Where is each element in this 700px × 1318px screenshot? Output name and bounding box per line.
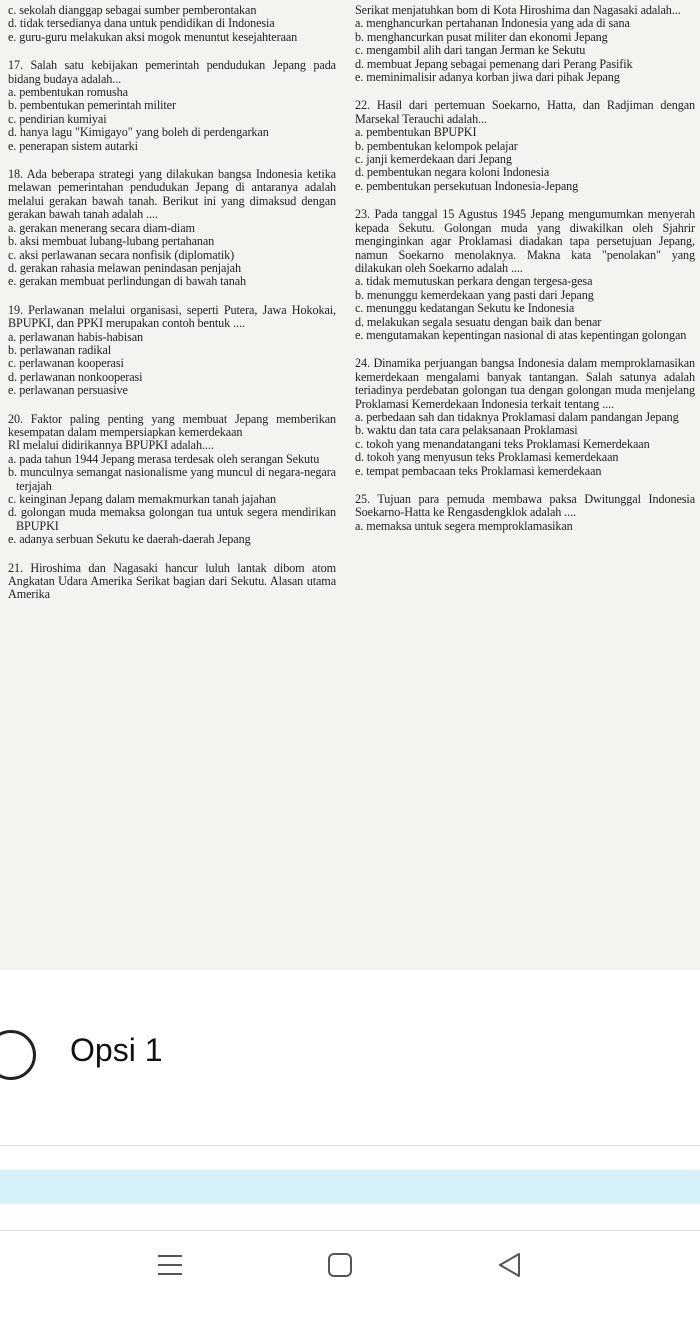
answer-choice-text: b. aksi membuat lubang-lubang pertahanan: [8, 234, 215, 249]
answer-option-label: Opsi 1: [70, 1032, 163, 1068]
answer-choice-text: b. pembentukan kelompok pelajar: [355, 138, 518, 153]
answer-choice-text: a. memaksa untuk segera memproklamasikan: [355, 518, 573, 533]
answer-choice-text: d. tokoh yang menyusun teks Proklamasi kemerdekaan: [355, 450, 619, 465]
answer-choice-text: c. menunggu kedatangan Sekutu ke Indonesia: [355, 301, 575, 316]
answer-choice-text: e. gerakan membuat perlindungan di bawah tanah: [8, 274, 247, 289]
question-text: 24. Dinamika perjuangan bangsa Indonesia dalam memproklamasikan kemerdekaan mengalami banyak tantangan. Salah satunya adalah teriadinya perdebatan golongan tua dengan golongan muda menjelang Proklamasi Kemerdekaan Indonesia terkait tentang ....: [355, 356, 695, 411]
question-block: [355, 493, 695, 533]
answer-choice-text: b. menunggu kemerdekaan yang pasti dari Jepang: [355, 287, 594, 302]
answer-choice-text: a. pembentukan romusha: [8, 85, 128, 100]
answer-choice-text: e. adanya serbuan Sekutu ke daerah-daerah Jepang: [8, 532, 251, 547]
answer-choice-text: b. pembentukan pemerintah militer: [8, 98, 176, 113]
question-block: [8, 4, 336, 44]
answer-choice-text: a. menghancurkan pertahanan Indonesia yang ada di sana: [355, 16, 630, 31]
answer-choice-text: a. perbedaan sah dan tidaknya Proklamasi dalam pandangan Jepang: [355, 409, 679, 424]
answer-choice-text: b. perlawanan radikal: [8, 342, 112, 357]
answer-choice-text: d. hanya lagu "Kimigayo" yang boleh di perdengarkan: [8, 125, 269, 140]
answer-choice-text: e. meminimalisir adanya korban jiwa dari pihak Jepang: [355, 70, 620, 85]
question-block: [8, 168, 336, 289]
answer-choice-text: e. tempat pembacaan teks Proklamasi kemerdekaan: [355, 463, 602, 478]
answer-choice-text: a. pada tahun 1944 Jepang merasa terdesak oleh serangan Sekutu: [8, 451, 320, 466]
answer-choice-text: c. aksi perlawanan secara nonfisik (diplomatik): [8, 247, 235, 262]
answer-choice-text: c. tokoh yang menandatangani teks Proklamasi Kemerdekaan: [355, 436, 650, 451]
question-text: 18. Ada beberapa strategi yang dilakukan bangsa Indonesia ketika melawan pemerintahan pendudukan Jepang di antaranya adalah melalui gerakan bawah tanah. Berikut ini yang dimaksud dengan gerakan bawah tanah adalah ....: [8, 167, 336, 222]
answer-choice-text: d. melakukan segala sesuatu dengan baik dan benar: [355, 314, 602, 329]
question-text: Serikat menjatuhkan bom di Kota Hiroshima dan Nagasaki adalah...: [355, 3, 681, 17]
question-text: 22. Hasil dari pertemuan Soekarno, Hatta, dan Radjiman dengan Marsekal Terauchi adalah...: [355, 98, 695, 126]
answer-choice-text: d. golongan muda memaksa golongan tua untuk segera mendirikan BPUPKI: [8, 505, 336, 533]
radio-button[interactable]: [0, 1030, 36, 1080]
answer-choice-text: a. perlawanan habis-habisan: [8, 329, 144, 344]
answer-choice-text: b. munculnya semangat nasionalisme yang muncul di negara-negara terjajah: [8, 465, 336, 493]
answer-choice-text: d. pembentukan negara koloni Indonesia: [355, 165, 550, 180]
worksheet-left-column: [8, 4, 336, 602]
recent-apps-button[interactable]: [142, 1250, 198, 1300]
home-square-icon: [325, 1250, 355, 1280]
question-block: [355, 99, 695, 193]
answer-choice-text: e. perlawanan persuasive: [8, 383, 128, 398]
system-navigation-bar: [0, 1232, 700, 1318]
question-text: 17. Salah satu kebijakan pemerintah pendudukan Jepang pada bidang budaya adalah...: [8, 58, 336, 86]
answer-choice-text: b. waktu dan tata cara pelaksanaan Proklamasi: [355, 423, 578, 438]
answer-choice-text: d. gerakan rahasia melawan penindasan penjajah: [8, 260, 241, 275]
question-block: [355, 208, 695, 342]
question-block: [8, 59, 336, 153]
answer-choice-text: d. tidak tersedianya dana untuk pendidikan di Indonesia: [8, 16, 275, 31]
question-block: [8, 304, 336, 398]
question-block: [8, 413, 336, 547]
answer-choice-text: c. pendirian kumiyai: [8, 111, 107, 126]
answer-choice-text: d. membuat Jepang sebagai pemenang dari Perang Pasifik: [355, 56, 633, 71]
question-text: 25. Tujuan para pemuda membawa paksa Dwitunggal Indonesia Soekarno-Hatta ke Rengasdengklok adalah ....: [355, 492, 695, 520]
answer-choice-text: c. keinginan Jepang dalam memakmurkan tanah jajahan: [8, 492, 277, 506]
home-button[interactable]: [312, 1250, 368, 1300]
back-triangle-icon: [495, 1250, 525, 1280]
answer-choice-text: a. tidak memutuskan perkara dengan tergesa-gesa: [355, 274, 593, 289]
menu-icon: [155, 1250, 185, 1280]
answer-option-row[interactable]: [0, 1020, 700, 1090]
answer-choice-text: c. mengambil alih dari tangan Jerman ke Sekutu: [355, 43, 586, 58]
answer-choice-text: a. pembentukan BPUPKI: [355, 125, 477, 140]
question-text: 19. Perlawanan melalui organisasi, seperti Putera, Jawa Hokokai, BPUPKI, dan PPKI merupakan contoh bentuk ....: [8, 302, 336, 331]
back-button[interactable]: [482, 1250, 538, 1300]
answer-choice-text: e. guru-guru melakukan aksi mogok menuntut kesejahteraan: [8, 29, 298, 44]
answer-choice-text: d. perlawanan nonkooperasi: [8, 369, 143, 384]
question-text: 21. Hiroshima dan Nagasaki hancur luluh lantak dibom atom Angkatan Udara Amerika Serikat bagian dari Sekutu. Alasan utama Amerika: [8, 560, 336, 602]
worksheet-right-column: [355, 4, 695, 533]
question-block: [355, 4, 695, 84]
question-text: RI melalui didirikannya BPUPKI adalah....: [8, 438, 214, 453]
answer-choice-text: e. penerapan sistem autarki: [8, 138, 138, 153]
answer-choice-text: e. pembentukan persekutuan Indonesia-Jepang: [355, 178, 579, 193]
divider: [0, 1145, 700, 1146]
answer-choice-text: a. gerakan menerang secara diam-diam: [8, 220, 195, 235]
answer-choice-text: b. menghancurkan pusat militer dan ekonomi Jepang: [355, 29, 608, 44]
divider: [0, 1230, 700, 1231]
question-text: 23. Pada tanggal 15 Agustus 1945 Jepang mengumumkan menyerah kepada Sekutu. Golongan muda yang diwakilkan oleh Sjahrir menginginkan agar Proklamasi diadakan tapa persetujuan Jepang, namun Soekarno menolaknya. Makna kata "penolakan" yang dilakukan oleh Soekarno adalah ....: [355, 207, 695, 275]
answer-choice-text: c. janji kemerdekaan dari Jepang: [355, 152, 512, 167]
question-text: 20. Faktor paling penting yang membuat Jepang memberikan kesempatan dalam mempersiapkan kemerdekaan: [8, 411, 336, 439]
answer-choice-text: c. sekolah dianggap sebagai sumber pemberontakan: [8, 3, 257, 17]
answer-choice-text: e. mengutamakan kepentingan nasional di atas kepentingan golongan: [355, 327, 687, 342]
question-block: [355, 357, 695, 478]
question-block: [8, 562, 336, 602]
answer-input-bar[interactable]: [0, 1170, 700, 1204]
answer-choice-text: c. perlawanan kooperasi: [8, 356, 124, 371]
